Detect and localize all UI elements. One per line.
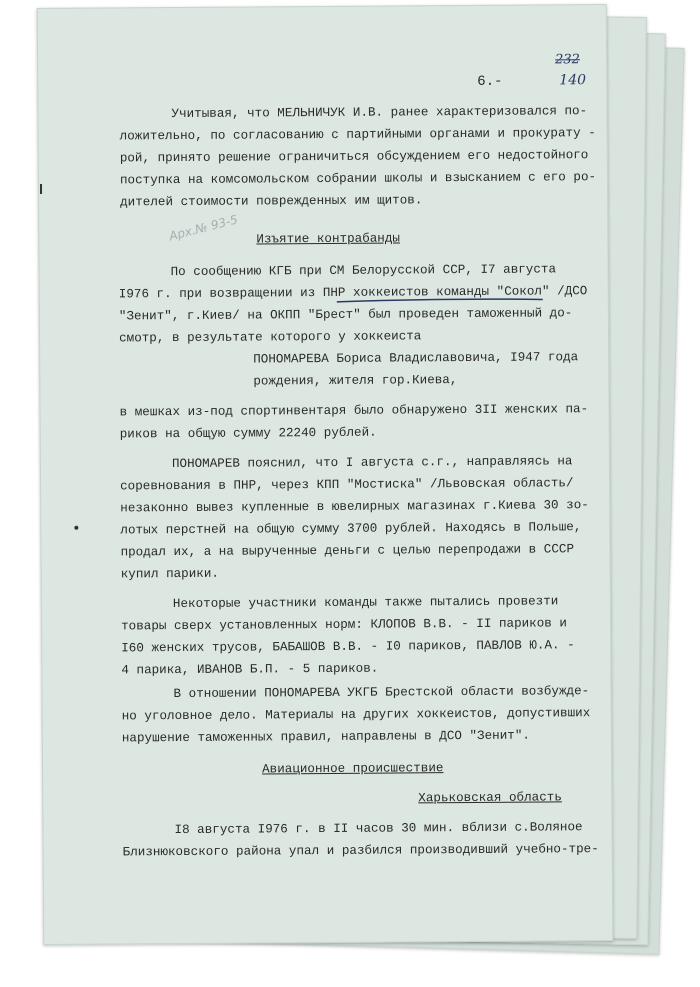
paragraph-5-line-1: Некоторые участники команды также пытались провезти [172, 594, 559, 612]
archive-number-crossed: 232 [555, 52, 580, 68]
paragraph-1-line-1: Учитывая, что МЕЛЬНИЧУК И.В. ранее характеризовался по- [171, 104, 588, 122]
paragraph-3-line-2: риков на общую сумму 22240 рублей. [119, 425, 377, 442]
paragraph-4-line-4: лотых перстней на общую сумму 3700 рублей. Находясь в Польше, [120, 520, 582, 538]
section-title-aviation: Авиационное происшествие [262, 761, 444, 777]
paragraph-3-line-1: в мешках из-под спортинвентаря было обнаружено 3II женских па- [119, 402, 589, 420]
margin-dot [74, 526, 78, 530]
archive-number-current: 140 [559, 72, 587, 89]
region-title: Харьковская область [418, 790, 562, 806]
paragraph-6-line-1: В отношении ПОНОМАРЕВА УКГБ Брестской области возбужде- [173, 684, 590, 702]
section-title-contraband: Изъятие контрабанды [256, 231, 401, 247]
paragraph-1-line-3: рой, принято решение ограничиться обсуждением его недостойного [119, 148, 589, 166]
paragraph-4-line-3: незаконно вывез купленные в ювелирных магазинах г.Киева 30 зо- [120, 498, 589, 516]
paragraph-5-line-2: товары сверх установленных норм: КЛОПОВ В.В. - II париков и [121, 616, 568, 634]
paragraph-6-line-3: нарушение таможенных правил, направлены в ДСО "Зенит". [121, 728, 530, 746]
paragraph-1-line-5: дителей стоимости поврежденных им щитов. [120, 193, 423, 210]
person-line-1: ПОНОМАРЕВА Бориса Владиславовича, I947 года [253, 350, 579, 367]
paragraph-4-line-6: купил парики. [120, 566, 219, 582]
document-page [37, 4, 612, 943]
paragraph-2-line-2: I976 г. при возвращении из ПНР хоккеистов команды "Сокол" /ДСО [118, 284, 588, 302]
paragraph-4-line-1: ПОНОМАРЕВ пояснил, что I августа с.г., направляясь на [171, 454, 573, 472]
paragraph-2-line-1: По сообщению КГБ при СМ Белорусской ССР, I7 августа [170, 262, 557, 280]
paragraph-7-line-2: Близнюковского района упал и разбился производивший учебно-тре- [122, 842, 599, 860]
person-line-2: рождения, жителя гор.Киева, [253, 373, 458, 389]
paragraph-4-line-5: продал их, а на вырученные деньги с целью перепродажи в СССР [120, 542, 575, 560]
paragraph-7-line-1: I8 августа I976 г. в II часов 30 мин. вблизи с.Воляное [174, 820, 583, 838]
pencil-annotation: Арх.№ 93-5 [167, 212, 240, 244]
paragraph-5-line-4: 4 парика, ИВАНОВ Б.П. - 5 париков. [121, 661, 379, 678]
paragraph-2-line-3: "Зенит", г.Киев/ на ОКПП "Брест" был проведен таможенный до- [118, 306, 573, 324]
paragraph-6-line-2: но уголовное дело. Материалы на других хоккеистов, допустивших [121, 706, 591, 724]
paragraph-1-line-2: ложительно, по согласованию с партийными органами и прокурату - [119, 126, 596, 144]
page-number: 6.- [477, 73, 503, 90]
pen-underline [335, 296, 545, 303]
paragraph-2-line-4: смотр, в результате которого у хоккеиста [119, 329, 422, 346]
paragraph-1-line-4: поступка на комсомольском собрании школы и взысканием с его ро- [119, 170, 597, 188]
margin-tick [40, 184, 42, 194]
paragraph-5-line-3: I60 женских трусов, БАБАШОВ В.В. - I0 париков, ПАВЛОВ Ю.А. - [121, 638, 575, 656]
paragraph-4-line-2: соревнования в ПНР, через КПП "Мостиска" /Львовская область/ [120, 476, 574, 494]
